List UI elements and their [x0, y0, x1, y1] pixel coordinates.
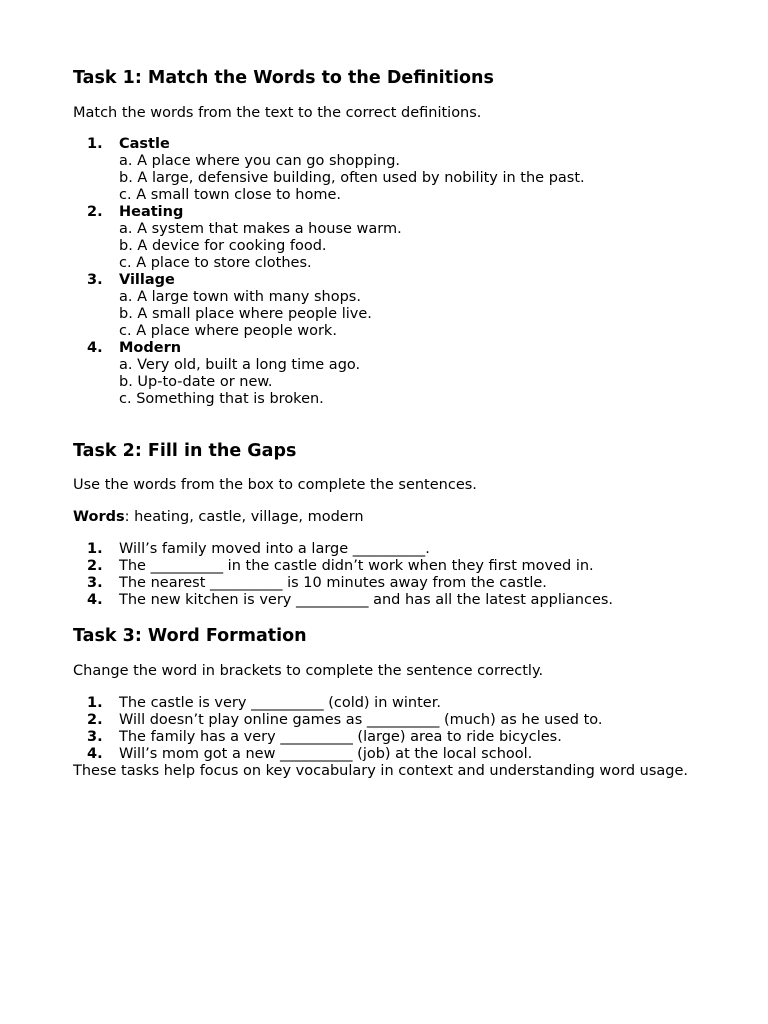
- task1-instruction-wrap: [73, 105, 708, 122]
- task1-item-village: [73, 272, 708, 340]
- item-number: 2.: [87, 558, 103, 574]
- sentence-text: The nearest __________ is 10 minutes away from the castle.: [119, 575, 547, 591]
- task1-item-modern: [73, 340, 708, 408]
- item-number: 2.: [87, 712, 103, 728]
- option-a: a. A system that makes a house warm.: [119, 221, 402, 237]
- task2-instruction-wrap: [73, 477, 708, 494]
- term-castle: Castle: [119, 136, 170, 152]
- task2-item: [73, 541, 708, 558]
- task3-instruction: Change the word in brackets to complete the sentence correctly.: [73, 663, 544, 679]
- task3-title: Task 3: Word Formation: [73, 626, 307, 646]
- task3-item: [73, 729, 708, 746]
- option-c: c. A small town close to home.: [119, 187, 342, 203]
- task1-list: [73, 136, 708, 408]
- term-heating: Heating: [119, 204, 184, 220]
- option-b: b. A large, defensive building, often used by nobility in the past.: [119, 170, 585, 186]
- item-number: 1.: [87, 136, 103, 152]
- task2-list: [73, 541, 708, 609]
- item-number: 4.: [87, 746, 103, 762]
- option-a: a. Very old, built a long time ago.: [119, 357, 361, 373]
- item-number: 3.: [87, 729, 103, 745]
- task2-title: Task 2: Fill in the Gaps: [73, 441, 297, 461]
- option-a: a. A place where you can go shopping.: [119, 153, 401, 169]
- item-number: 4.: [87, 340, 103, 356]
- task1-title: Task 1: Match the Words to the Definitions: [73, 68, 494, 88]
- term-modern: Modern: [119, 340, 182, 356]
- task1-section: [73, 67, 708, 89]
- option-a: a. A large town with many shops.: [119, 289, 361, 305]
- task3-item: [73, 695, 708, 712]
- task2-list-wrap: [73, 541, 708, 609]
- task1-instruction: Match the words from the text to the correct definitions.: [73, 105, 482, 121]
- sentence-text: The new kitchen is very __________ and has all the latest appliances.: [119, 592, 614, 608]
- task3-item: [73, 712, 708, 729]
- task3-list: [73, 695, 708, 763]
- item-number: 1.: [87, 541, 103, 557]
- option-c: c. A place to store clothes.: [119, 255, 312, 271]
- word-box: [73, 509, 708, 526]
- sentence-text: Will’s family moved into a large __________.: [119, 541, 430, 557]
- task2-item: [73, 558, 708, 575]
- task2-words-wrap: [73, 509, 708, 526]
- item-number: 4.: [87, 592, 103, 608]
- words-label: Words: [73, 509, 125, 525]
- item-number: 3.: [87, 272, 103, 288]
- task2-instruction: Use the words from the box to complete the sentences.: [73, 477, 477, 493]
- option-b: b. Up-to-date or new.: [119, 374, 273, 390]
- sentence-text: The family has a very __________ (large) area to ride bicycles.: [119, 729, 562, 745]
- closing-note: These tasks help focus on key vocabulary in context and understanding word usage.: [73, 763, 689, 779]
- task2-section: [73, 440, 708, 462]
- sentence-text: The __________ in the castle didn’t work when they first moved in.: [119, 558, 594, 574]
- sentence-text: Will’s mom got a new __________ (job) at the local school.: [119, 746, 533, 762]
- task2-item: [73, 592, 708, 609]
- task2-item: [73, 575, 708, 592]
- item-number: 3.: [87, 575, 103, 591]
- task3-list-wrap: [73, 695, 708, 780]
- task1-item-heating: [73, 204, 708, 272]
- task1-list-wrap: [73, 136, 708, 408]
- task3-item: [73, 746, 708, 763]
- option-b: b. A device for cooking food.: [119, 238, 327, 254]
- option-b: b. A small place where people live.: [119, 306, 372, 322]
- sentence-text: The castle is very __________ (cold) in winter.: [119, 695, 441, 711]
- item-number: 2.: [87, 204, 103, 220]
- task3-instruction-wrap: [73, 663, 708, 680]
- task1-item-castle: [73, 136, 708, 204]
- term-village: Village: [119, 272, 175, 288]
- item-number: 1.: [87, 695, 103, 711]
- sentence-text: Will doesn’t play online games as __________ (much) as he used to.: [119, 712, 603, 728]
- words-list: : heating, castle, village, modern: [124, 509, 364, 525]
- option-c: c. A place where people work.: [119, 323, 337, 339]
- task3-section: [73, 625, 708, 647]
- option-c: c. Something that is broken.: [119, 391, 324, 407]
